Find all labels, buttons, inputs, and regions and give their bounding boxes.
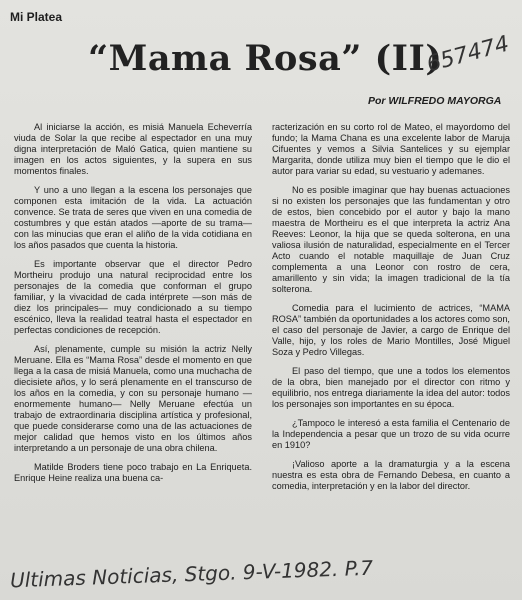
paragraph: El paso del tiempo, que une a todos los elementos de la obra, bien manejado por el director con ritmo y equilibrio, nos entrega diariamente la idea del autor: todos los personajes son importantes en su época. (272, 366, 510, 409)
paragraph: Así, plenamente, cumple su misión la actriz Nelly Meruane. Ella es “Mama Rosa” desde el momento en que llega a la casa de misiá Manuela, como una muchacha de diecisiete años, y lo será plenamente en el transcurso de los años en la comedia, y con su personaje humano —enormemente humano— Nelly Meruane efectúa un trabajo de extraordinaria disciplina artística y profesional, que puede considerarse como una de las actuaciones de mejor calidad que hemos visto en los últimos años interpretando a un personaje de una obra chilena. (14, 344, 252, 453)
section-label: Mi Platea (10, 10, 63, 24)
handwritten-archive-number: 657474 (424, 31, 512, 78)
paragraph: Es importante observar que el director Pedro Mortheiru produjo una natural reciprocidad entre los personajes de la comedia que conforman el grupo familiar, y la vivacidad de cada intérprete —son más de diez los principales— muy condicionado a su tiempo escénico, lleva la realidad teatral hasta el espectador en perfectas condiciones de recepción. (14, 259, 252, 335)
article-column-right (272, 122, 510, 500)
handwritten-source-note: Ultimas Noticias, Stgo. 9-V-1982. P.7 (9, 555, 374, 593)
article-column-left (14, 122, 252, 492)
paragraph: No es posible imaginar que hay buenas actuaciones si no existen los personajes que las fundamentan y otro de estos, bien concebido por el autor y bajo la mano maestra de Mortheiru es el que interpreta la actriz Ana Reeves: Leonor, la hija que se queda solterona, en una valiosa ilusión de naturalidad, especialmente en el Tercer Acto cuando el notable maquillaje de Juan Cruz complementa a una Leonor con rostro de cera, amarillento y sin vida; la imagen tradicional de la tía solterona. (272, 185, 510, 294)
paragraph: Al iniciarse la acción, es misiá Manuela Echeverría viuda de Solar la que recibe al espectador en una muy digna interpretación de Maló Gatica, quien mantiene su imagen en los actos siguientes, y la supera en sus momentos finales. (14, 122, 252, 176)
paragraph: Matilde Broders tiene poco trabajo en La Enriqueta. Enrique Heine realiza una buena ca- (14, 462, 252, 483)
paragraph: Y uno a uno llegan a la escena los personajes que componen esta imitación de la vida. La actuación convence. Se trata de seres que viven en una comedia de costumbres y que están atados —aporte de su trama— con las minucias que eran el aliño de la vida cotidiana en los años pasados que cuenta la historia. (14, 185, 252, 250)
paragraph: Comedia para el lucimiento de actrices, “MAMA ROSA” también da oportunidades a los actores como son, el caso del personaje de Javier, a cargo de Enrique del Valle, hijo, y los roles de Mario Montilles, José Miguel Soza y Pedro Villegas. (272, 303, 510, 357)
byline: Por WILFREDO MAYORGA (368, 95, 502, 107)
article-title: “Mama Rosa” (II) (88, 38, 443, 79)
paragraph: ¿Tampoco le interesó a esta familia el Centenario de la Independencia a pesar que un trozo de su vida ocurre en 1910? (272, 418, 510, 450)
paragraph: ¡Valioso aporte a la dramaturgia y a la escena nuestra es esta obra de Fernando Debesa, en cuanto a comedia, interpretación y en la labor del director. (272, 459, 510, 491)
paragraph: racterización en su corto rol de Mateo, el mayordomo del fundo; la Mama Chana es una excelente labor de Maruja Cifuentes y vemos a Silvia Santelices y su ejemplar Margarita, donde utiliza muy bien el tiempo que le dio el autor para variar su edad, su vestuario y ademanes. (272, 122, 510, 176)
